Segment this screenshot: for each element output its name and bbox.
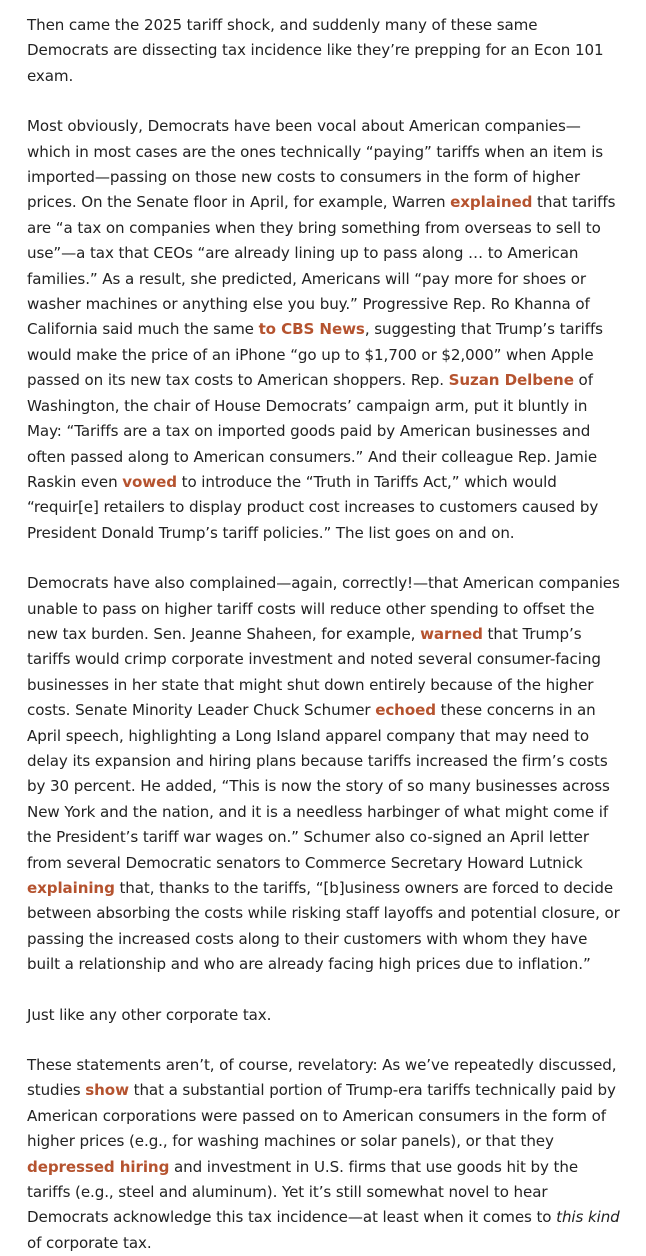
link-echoed[interactable]: echoed	[375, 701, 436, 720]
paragraph-tariff-shock	[27, 13, 622, 89]
paragraph-text: of Washington, the chair of House Democrats’ campaign arm, put it bluntly in May: “Tariffs are a tax on imported goods paid by American businesses and often passed along to American consumers.” And their colleague Rep. Jamie Raskin even	[27, 371, 598, 491]
paragraph-corporate-tax	[27, 1003, 622, 1028]
link-vowed[interactable]: vowed	[122, 472, 177, 491]
paragraph-consumer-costs	[27, 114, 622, 546]
paragraph-text: Democrats have also complained—again, correctly!—that American companies unable to pass on higher tariff costs will reduce other spending to offset the new tax burden. Sen. Jeanne Shaheen, for example,	[27, 574, 620, 643]
link-depressed-hiring[interactable]: depressed hiring	[27, 1157, 170, 1176]
emphasis-this-kind: this kind	[556, 1208, 620, 1227]
link-cbs-news[interactable]: to CBS News	[258, 320, 365, 339]
paragraph-text: Just like any other corporate tax.	[27, 1005, 272, 1024]
paragraph-studies	[27, 1053, 622, 1256]
paragraph-reduced-spending	[27, 571, 622, 978]
link-explained[interactable]: explained	[450, 193, 533, 212]
paragraph-text: that, thanks to the tariffs, “[b]usiness owners are forced to decide between absorbing the costs while risking staff layoffs and potential closure, or passing the increased costs along to their customers with whom they have built a relationship and who are already facing high prices due to inflation.”	[27, 879, 620, 974]
link-warned[interactable]: warned	[420, 624, 483, 643]
link-suzan-delbene[interactable]: Suzan Delbene	[448, 371, 574, 390]
paragraph-text: that tariffs are “a tax on companies when they bring something from overseas to sell to use”—a tax that CEOs “are already lining up to pass along … to American families.” As a result, she predicted, Americans will “pay more for shoes or washer machines or anything else you buy.” Progressive Rep. Ro Khanna of California said much the same	[27, 193, 616, 339]
paragraph-text: , suggesting that Trump’s tariffs would make the price of an iPhone “go up to $1,700 or $2,000” when Apple passed on its new tax costs to American shoppers. Rep.	[27, 320, 603, 390]
paragraph-text: Then came the 2025 tariff shock, and suddenly many of these same Democrats are dissecting tax incidence like they’re prepping for an Econ 101 exam.	[27, 16, 604, 85]
paragraph-text: and investment in U.S. firms that use goods hit by the tariffs (e.g., steel and aluminum). Yet it’s still somewhat novel to hear Democrats acknowledge this tax incidence—at least when it comes to	[27, 1157, 579, 1227]
paragraph-text: that a substantial portion of Trump-era tariffs technically paid by American corporations were passed on to American consumers in the form of higher prices (e.g., for washing machines or solar panels), or that they	[27, 1081, 616, 1151]
link-explaining[interactable]: explaining	[27, 879, 115, 897]
paragraph-text: to introduce the “Truth in Tariffs Act,” which would “requir[e] retailers to display product cost increases to customers caused by President Donald Trump’s tariff policies.” The list goes on and on.	[27, 472, 599, 542]
link-show[interactable]: show	[85, 1081, 129, 1100]
paragraph-text: of corporate tax.	[27, 1233, 152, 1252]
paragraph-text: that Trump’s tariffs would crimp corporate investment and noted several consumer-facing businesses in her state that might shut down entirely because of the higher costs. Senate Minority Leader Chuck Schumer	[27, 624, 601, 720]
paragraph-text: These statements aren’t, of course, revelatory: As we’ve repeatedly discussed, studies	[27, 1056, 617, 1100]
paragraph-text: Most obviously, Democrats have been vocal about American companies—which in most cases are the ones technically “paying” tariffs when an item is imported—passing on those new costs to consumers in the form of higher prices. On the Senate floor in April, for example, Warren	[27, 117, 604, 212]
paragraph-text: these concerns in an April speech, highlighting a Long Island apparel company that may need to delay its expansion and hiring plans because tariffs increased the firm’s costs by 30 percent. He added, “This is now the story of so many businesses across New York and the nation, and it is a needless harbinger of what might come if the President’s tariff war wages on.” Schumer also co-signed an April letter from several Democratic senators to Commerce Secretary Howard Lutnick	[27, 701, 610, 872]
